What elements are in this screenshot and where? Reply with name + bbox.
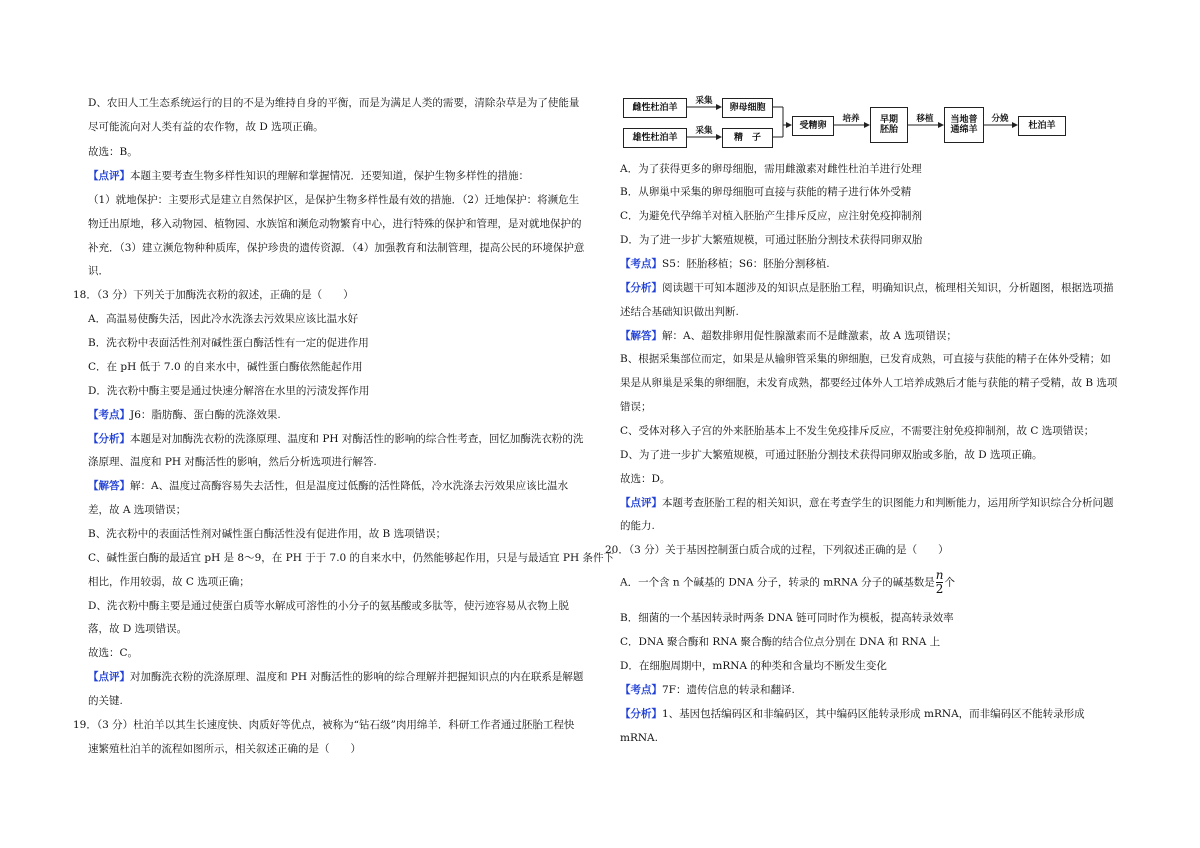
text-line: 落，故 D 选项错误。 bbox=[88, 623, 188, 635]
text-line: 尽可能流向对人类有益的农作物，故 D 选项正确。 bbox=[88, 121, 324, 133]
text-line: 的能力. bbox=[620, 520, 655, 532]
text-line: 【分析】1、基因包括编码区和非编码区，其中编码区能转录形成 mRNA，而非编码区不能转录形成 bbox=[620, 708, 1085, 720]
option-b: B．细菌的一个基因转录时两条 DNA 链可同时作为模板，提高转录效率 bbox=[620, 612, 954, 624]
option-a: A．一个含 n 个碱基的 DNA 分子，转录的 mRNA 分子的碱基数是 $\frac{n}{2}$ 个 bbox=[620, 568, 955, 596]
text-line: 【点评】本题主要考查生物多样性知识的理解和掌握情况．还要知道，保护生物多样性的措施： bbox=[88, 170, 529, 182]
text-line: 【考点】7F：遗传信息的转录和翻译. bbox=[620, 684, 795, 696]
text-line: D、为了进一步扩大繁殖规模，可通过胚胎分割技术获得同卵双胎或多胎，故 D 选项正确。 bbox=[620, 449, 1043, 461]
transfer-label: 移植 bbox=[916, 114, 934, 124]
text-line: 涤原理、温度和 PH 对酶活性的影响，然后分析选项进行解答. bbox=[88, 456, 377, 468]
analysis-tag: 【分析】 bbox=[88, 433, 130, 445]
text-line: D、农田人工生态系统运行的目的不是为维持自身的平衡，而是为满足人类的需要，清除杂草是为了使能量 bbox=[88, 97, 580, 109]
text-line: 【分析】阅读题干可知本题涉及的知识点是胚胎工程，明确知识点，梳理相关知识，分析题图，根据选项描 bbox=[620, 282, 1114, 294]
text-line: 【解答】解：A、温度过高酶容易失去活性，但是温度过低酶的活性降低，冷水洗涤去污效果应该比温水 bbox=[88, 480, 569, 492]
question-20: 20．（3 分）关于基因控制蛋白质合成的过程，下列叙述正确的是（ ） bbox=[605, 544, 949, 556]
option-b: B．洗衣粉中表面活性剂对碱性蛋白酶活性有一定的促进作用 bbox=[88, 337, 369, 349]
collect-label-1: 采集 bbox=[695, 96, 713, 106]
text-line: 错误； bbox=[620, 401, 652, 413]
birth-label: 分娩 bbox=[991, 114, 1009, 124]
answer-tag: 【解答】 bbox=[620, 330, 662, 342]
text-line: 【解答】解：A、超数排卵用促性腺激素而不是雌激素，故 A 选项错误； bbox=[620, 330, 957, 342]
text-line: 【点评】对加酶洗衣粉的洗涤原理、温度和 PH 对酶活性的影响的综合理解并把握知识点的内在联系是解题 bbox=[88, 671, 584, 683]
early-embryo-box: 早期 胚胎 bbox=[870, 107, 908, 143]
option-c: C．为避免代孕绵羊对植入胚胎产生排斥反应，应注射免疫抑制剂 bbox=[620, 210, 923, 222]
question-18: 18．（3 分）下列关于加酶洗衣粉的叙述，正确的是（ ） bbox=[73, 289, 354, 301]
text-line: 速繁殖杜泊羊的流程如图所示，相关叙述正确的是（ ） bbox=[88, 743, 361, 755]
text-line: 的关键. bbox=[88, 695, 123, 707]
text-line: 述结合基础知识做出判断. bbox=[620, 306, 739, 318]
zygote-box: 受精卵 bbox=[792, 116, 834, 136]
text-line: （1）就地保护：主要形式是建立自然保护区，是保护生物多样性最有效的措施．（2）迁地保护：将濒危生 bbox=[88, 194, 580, 206]
text-line: 物迁出原地，移入动物园、植物园、水族馆和濒危动物繁育中心，进行特殊的保护和管理，是对就地保护的 bbox=[88, 218, 582, 230]
analysis-tag: 【分析】 bbox=[620, 282, 662, 294]
text-line: B、根据采集部位而定，如果是从输卵管采集的卵细胞，已发育成熟，可直接与获能的精子在体外受精；如 bbox=[620, 353, 1111, 365]
male-sheep-box: 雄性杜泊羊 bbox=[623, 128, 687, 148]
option-d: D．在细胞周期中，mRNA 的种类和含量均不断发生变化 bbox=[620, 660, 887, 672]
female-sheep-box: 雌性杜泊羊 bbox=[623, 98, 687, 118]
text-line: B、洗衣粉中的表面活性剂对碱性蛋白酶活性没有促进作用，故 B 选项错误； bbox=[88, 528, 447, 540]
culture-label: 培养 bbox=[842, 114, 860, 124]
text-line: 相比，作用较弱，故 C 选项正确； bbox=[88, 576, 250, 588]
topic-tag: 【考点】 bbox=[620, 684, 662, 696]
text-line: 【考点】J6：脂肪酶、蛋白酶的洗涤效果. bbox=[88, 409, 281, 421]
text-line: 差，故 A 选项错误； bbox=[88, 504, 187, 516]
topic-tag: 【考点】 bbox=[620, 258, 662, 270]
review-tag: 【点评】 bbox=[88, 170, 130, 182]
collect-label-2: 采集 bbox=[695, 126, 713, 136]
sperm-box: 精 子 bbox=[722, 128, 773, 148]
recipient-sheep-box: 当地普 通绵羊 bbox=[944, 107, 984, 143]
text-line: 果是从卵巢是采集的卵细胞，未发育成熟，都要经过体外人工培养成熟后才能与获能的精子受精，故 B 选项 bbox=[620, 377, 1118, 389]
review-tag: 【点评】 bbox=[620, 497, 662, 509]
text-line: 【考点】S5：胚胎移植；S6：胚胎分割移植. bbox=[620, 258, 830, 270]
result-sheep-box: 杜泊羊 bbox=[1018, 116, 1066, 136]
option-d: D．为了进一步扩大繁殖规模，可通过胚胎分割技术获得同卵双胎 bbox=[620, 234, 923, 246]
oocyte-box: 卵母细胞 bbox=[722, 98, 773, 118]
option-c: C．在 pH 低于 7.0 的自来水中，碱性蛋白酶依然能起作用 bbox=[88, 361, 363, 373]
option-c: C．DNA 聚合酶和 RNA 聚合酶的结合位点分别在 DNA 和 RNA 上 bbox=[620, 636, 941, 648]
text-line: C、碱性蛋白酶的最适宜 pH 是 8～9，在 PH 于于 7.0 的自来水中，仍然能够起作用，只是与最适宜 PH 条件下 bbox=[88, 552, 614, 564]
embryo-flow-diagram bbox=[623, 93, 1067, 155]
fraction-n-over-2: $\frac{n}{2}$ bbox=[935, 568, 944, 596]
text-line: D、洗衣粉中酶主要是通过使蛋白质等水解成可溶性的小分子的氨基酸或多肽等，使污迹容易从衣物上脱 bbox=[88, 600, 569, 612]
text-line: 【点评】本题考查胚胎工程的相关知识，意在考查学生的识图能力和判断能力，运用所学知识综合分析问题 bbox=[620, 497, 1114, 509]
review-tag: 【点评】 bbox=[88, 671, 130, 683]
analysis-tag: 【分析】 bbox=[620, 708, 662, 720]
text-line: 故选：B。 bbox=[88, 146, 138, 158]
text-line: 识． bbox=[88, 265, 109, 277]
option-a: A．为了获得更多的卵母细胞，需用雌激素对雌性杜泊羊进行处理 bbox=[620, 163, 922, 175]
option-d: D．洗衣粉中酶主要是通过快速分解溶在水里的污渍发挥作用 bbox=[88, 385, 370, 397]
option-b: B．从卵巢中采集的卵母细胞可直接与获能的精子进行体外受精 bbox=[620, 186, 912, 198]
text-line: C、受体对移入子宫的外来胚胎基本上不发生免疫排斥反应，不需要注射免疫抑制剂，故 C 选项错误； bbox=[620, 425, 1095, 437]
text-line: 故选：D。 bbox=[620, 473, 671, 485]
answer-tag: 【解答】 bbox=[88, 480, 130, 492]
question-19: 19．（3 分）杜泊羊以其生长速度快、肉质好等优点，被称为“钻石级”肉用绵羊．科研工作者通过胚胎工程快 bbox=[73, 719, 575, 731]
option-a: A．高温易使酶失活，因此冷水洗涤去污效果应该比温水好 bbox=[88, 313, 359, 325]
text-line: 补充．（3）建立濒危物种种质库，保护珍贵的遗传资源．（4）加强教育和法制管理，提高公民的环境保护意 bbox=[88, 242, 585, 254]
text-line: 【分析】本题是对加酶洗衣粉的洗涤原理、温度和 PH 对酶活性的影响的综合性考查，回忆加酶洗衣粉的洗 bbox=[88, 433, 584, 445]
text-line: mRNA. bbox=[620, 732, 658, 744]
topic-tag: 【考点】 bbox=[88, 409, 130, 421]
text-line: 故选：C。 bbox=[88, 647, 139, 659]
